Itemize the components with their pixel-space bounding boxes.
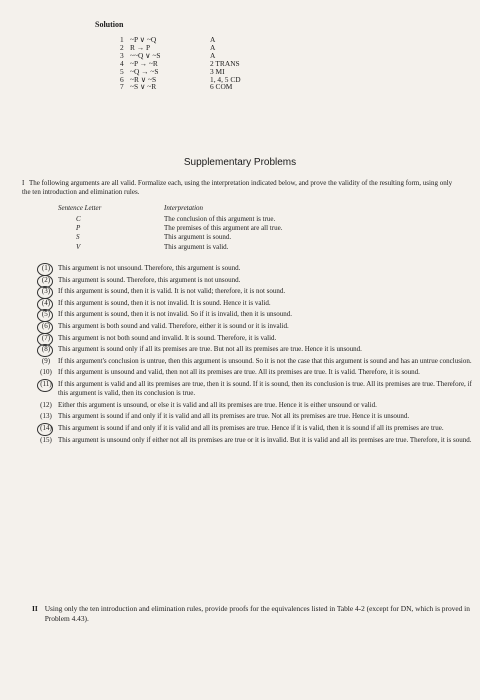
problem-item bbox=[34, 436, 474, 445]
problem-item bbox=[34, 368, 474, 377]
header-interpretation: Interpretation bbox=[164, 204, 204, 212]
problem-number: (15) bbox=[40, 435, 52, 444]
interpretation-text: This argument is sound. bbox=[164, 233, 232, 242]
proof-formula: ~S ∨ ~R bbox=[130, 82, 157, 92]
proof-justification: A bbox=[210, 42, 216, 52]
problem-number: (6) bbox=[34, 322, 58, 331]
proof-justification: A bbox=[210, 50, 216, 60]
problem-number: (9) bbox=[41, 356, 51, 365]
problem-text: If this argument is unsound and valid, then not all its premises are true. All its premises are true. It is valid. Therefore, it is sound. bbox=[58, 368, 420, 377]
proof-line bbox=[120, 83, 270, 91]
part1-roman: I bbox=[22, 179, 25, 187]
proof-justification: 3 MI bbox=[210, 66, 225, 76]
problem-item bbox=[34, 380, 474, 398]
part2-roman: II bbox=[32, 604, 38, 613]
proof-formula: R → P bbox=[130, 42, 151, 52]
problem-number: (10) bbox=[40, 368, 52, 377]
solution-heading: Solution bbox=[95, 20, 124, 29]
problem-item bbox=[34, 345, 474, 354]
problem-text: If this argument is valid and all its premises are true, then it is sound. If it is sound, then its conclusion is true. All its premises are true. Therefore, if this argument is valid, then its conclusion is true. bbox=[58, 379, 472, 398]
problem-item bbox=[34, 310, 474, 319]
proof-line-number: 4 bbox=[120, 58, 124, 68]
part1-instructions-text: The following arguments are all valid. Formalize each, using the interpretation indicated below, and prove the validity of the resulting form, using only the ten introduction and elimination rules. bbox=[22, 179, 453, 196]
proof-justification: 6 COM bbox=[210, 82, 233, 92]
problem-number: (12) bbox=[40, 400, 52, 409]
proof-formula: ~~Q ∨ ~S bbox=[130, 50, 161, 60]
proof-justification: 1, 4, 5 CD bbox=[210, 74, 241, 84]
proof-line-number: 2 bbox=[120, 42, 124, 52]
problem-text: This argument is not both sound and invalid. It is sound. Therefore, it is valid. bbox=[58, 333, 277, 342]
interpretation-row bbox=[76, 215, 282, 224]
interpretation-table bbox=[76, 215, 282, 252]
part1-instructions bbox=[22, 179, 462, 197]
proof-line-number: 1 bbox=[120, 35, 124, 44]
problem-item bbox=[34, 424, 474, 433]
interpretation-header bbox=[58, 204, 203, 212]
problem-item bbox=[34, 412, 474, 421]
problem-text: If this argument is sound, then it is not invalid. It is sound. Hence it is valid. bbox=[58, 298, 271, 307]
proof-formula: ~R ∨ ~S bbox=[130, 74, 157, 84]
interpretation-row bbox=[76, 224, 282, 233]
proof-line-number: 3 bbox=[120, 50, 124, 60]
problem-text: If this argument is sound, then it is valid. It is not valid; therefore, it is not sound. bbox=[58, 287, 286, 296]
problem-item bbox=[34, 357, 474, 366]
problem-text: This argument is not unsound. Therefore, this argument is sound. bbox=[58, 264, 241, 272]
problem-number: (4) bbox=[34, 299, 58, 308]
proof-formula: ~P ∨ ~Q bbox=[130, 35, 157, 44]
problem-item bbox=[34, 401, 474, 410]
problem-item bbox=[34, 264, 474, 273]
interpretation-row bbox=[76, 233, 282, 242]
sentence-letter: S bbox=[76, 233, 80, 242]
problem-item bbox=[34, 334, 474, 343]
proof-formula: ~Q → ~S bbox=[130, 66, 159, 76]
problem-item bbox=[34, 322, 474, 331]
problem-text: Either this argument is unsound, or else it is valid and all its premises are true. Hence it is either unsound or valid. bbox=[58, 400, 377, 409]
sentence-letter: C bbox=[76, 215, 81, 223]
problem-text: This argument is unsound only if either not all its premises are true or it is invalid. But it is valid and all its premises are true. Therefore, it is sound. bbox=[58, 435, 472, 444]
proof-justification: 2 TRANS bbox=[210, 58, 240, 68]
problem-text: This argument is sound. Therefore, this argument is not unsound. bbox=[58, 275, 241, 284]
sentence-letter: V bbox=[76, 242, 81, 251]
interpretation-text: This argument is valid. bbox=[164, 242, 229, 251]
proof-justification: A bbox=[210, 35, 216, 44]
problem-number: (5) bbox=[34, 310, 58, 319]
proof-line-number: 7 bbox=[120, 82, 124, 92]
problem-number: (14) bbox=[34, 424, 58, 433]
problem-text: This argument is both sound and valid. Therefore, either it is sound or it is invalid. bbox=[58, 321, 289, 330]
sentence-letter: P bbox=[76, 224, 81, 233]
problem-number: (7) bbox=[34, 334, 58, 343]
interpretation-text: The premises of this argument are all true. bbox=[164, 224, 283, 233]
proof-line-number: 5 bbox=[120, 66, 124, 76]
problem-number: (2) bbox=[34, 276, 58, 285]
problem-item bbox=[34, 299, 474, 308]
interpretation-row bbox=[76, 243, 282, 252]
problem-item bbox=[34, 287, 474, 296]
supplementary-title: Supplementary Problems bbox=[183, 157, 297, 168]
part2-section bbox=[32, 604, 472, 624]
problem-text: This argument is sound only if all its premises are true. But not all its premises are true. Hence it is unsound. bbox=[58, 345, 362, 354]
part2-text: Using only the ten introduction and elimination rules, provide proofs for the equivalences listed in Table 4-2 (except for DN, which is proved in Problem 4.43). bbox=[44, 604, 470, 623]
problem-number: (11) bbox=[34, 380, 58, 398]
problem-number: (8) bbox=[34, 345, 58, 354]
problem-text: If this argument's conclusion is untrue, then this argument is unsound. So it is not the case that this argument is sound and has an untrue conclusion. bbox=[58, 356, 472, 365]
proof-line-number: 6 bbox=[120, 74, 124, 84]
problem-text: This argument is sound if and only if it is valid and all its premises are true. Hence if it is valid, then it is sound if all its premises are true. bbox=[58, 423, 444, 432]
problem-number: (3) bbox=[34, 287, 58, 296]
proof-table bbox=[120, 36, 270, 91]
problem-list bbox=[34, 264, 474, 447]
problem-item bbox=[34, 276, 474, 285]
proof-formula: ~P → ~R bbox=[130, 58, 158, 68]
problem-text: This argument is sound if and only if it is valid and all its premises are true. Not all its premises are true. Hence it is unsound. bbox=[58, 412, 410, 421]
problem-text: If this argument is sound, then it is not invalid. So if it is invalid, then it is unsound. bbox=[58, 310, 292, 319]
header-sentence-letter: Sentence Letter bbox=[58, 204, 102, 212]
problem-number: (1) bbox=[34, 264, 58, 273]
interpretation-text: The conclusion of this argument is true. bbox=[164, 215, 276, 223]
problem-number: (13) bbox=[40, 412, 52, 421]
